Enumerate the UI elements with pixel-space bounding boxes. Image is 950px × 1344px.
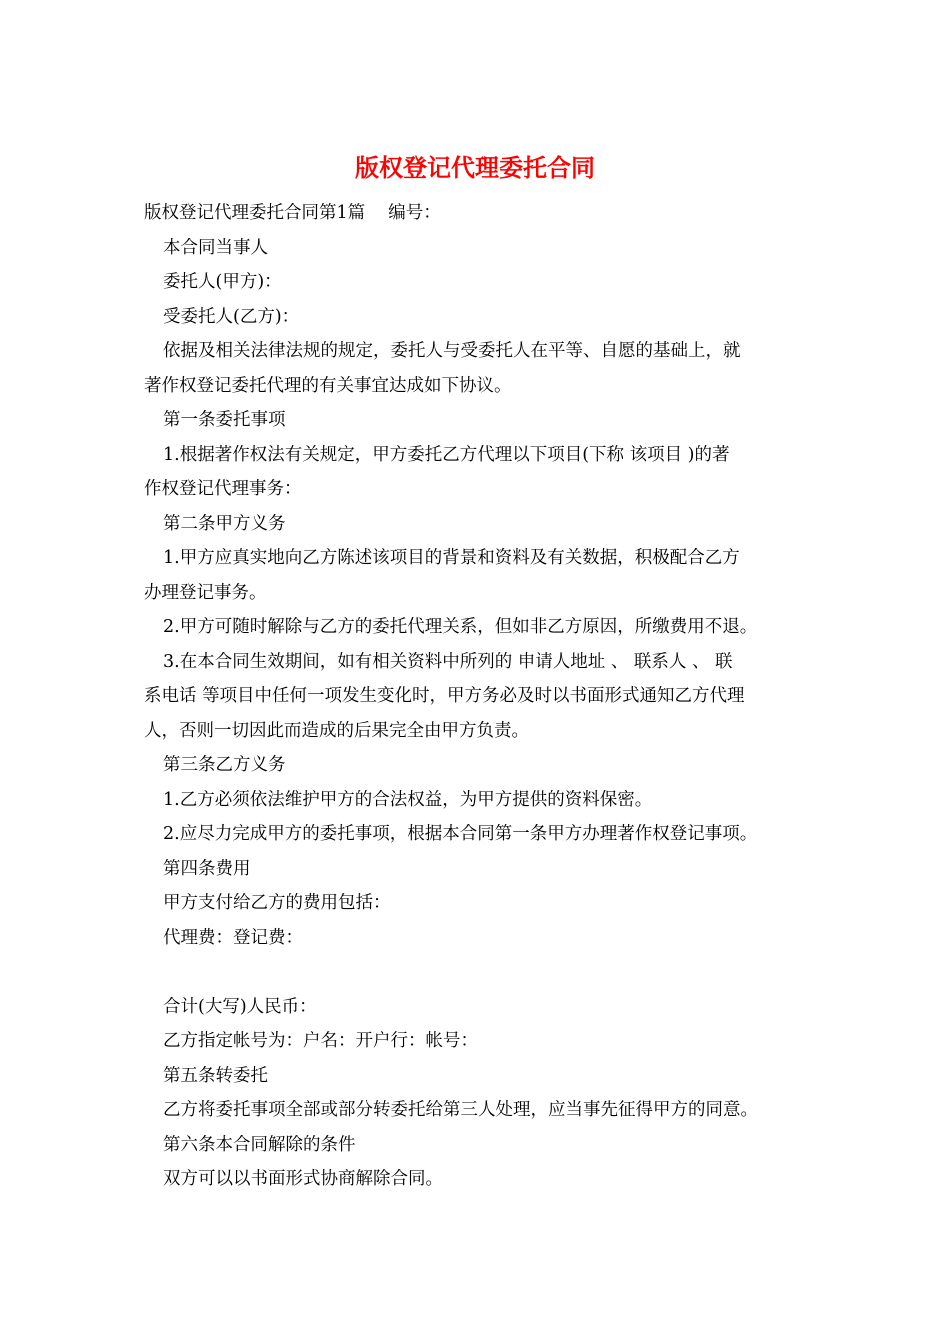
principal-party-label: 委托人(甲方)： <box>163 272 282 292</box>
article-6-heading: 第六条本合同解除的条件 <box>163 1134 356 1155</box>
article-3-clause-1: 1.乙方必须依法维护甲方的合法权益，为甲方提供的资料保密。 <box>163 789 653 810</box>
fees-items: 代理费：登记费： <box>163 927 303 948</box>
bank-account-line: 乙方指定帐号为：户名：开户行：帐号： <box>163 1031 478 1051</box>
article-1-clause-1-cont: 作权登记代理事务： <box>144 479 302 499</box>
article-2-heading: 第二条甲方义务 <box>163 513 286 534</box>
article-2-clause-3-cont: 系电话 等项目中任何一项发生变化时，甲方务必及时以书面形式通知乙方代理 <box>144 686 745 706</box>
article-1-heading: 第一条委托事项 <box>163 410 286 430</box>
article-2-clause-1-cont: 办理登记事务。 <box>144 582 267 603</box>
article-3-heading: 第三条乙方义务 <box>163 755 286 775</box>
header-line-with-number: 版权登记代理委托合同第1篇 编号： <box>144 203 441 223</box>
agent-party-label: 受委托人(乙方)： <box>163 306 300 327</box>
parties-heading: 本合同当事人 <box>163 237 268 258</box>
article-2-clause-3: 3.在本合同生效期间，如有相关资料中所列的 申请人地址 、 联系人 、 联 <box>163 651 733 672</box>
blank-line <box>144 955 814 990</box>
article-2-clause-2: 2.甲方可随时解除与乙方的委托代理关系，但如非乙方原因，所缴费用不退。 <box>163 617 758 637</box>
article-6-clause: 双方可以以书面形式协商解除合同。 <box>163 1169 443 1189</box>
article-3-clause-2: 2.应尽力完成甲方的委托事项，根据本合同第一条甲方办理著作权登记事项。 <box>163 824 758 844</box>
document-title: 版权登记代理委托合同 <box>355 153 595 182</box>
preamble-paragraph: 依据及相关法律法规的规定，委托人与受委托人在平等、自愿的基础上，就 <box>163 341 741 361</box>
article-5-heading: 第五条转委托 <box>163 1065 268 1086</box>
fees-total: 合计(大写)人民币： <box>163 996 317 1017</box>
article-5-clause: 乙方将委托事项全部或部分转委托给第三人处理，应当事先征得甲方的同意。 <box>163 1100 758 1120</box>
article-1-clause-1: 1.根据著作权法有关规定，甲方委托乙方代理以下项目(下称 该项目 )的著 <box>163 444 730 465</box>
fees-intro: 甲方支付给乙方的费用包括： <box>163 893 391 913</box>
contract-body <box>144 196 814 1197</box>
article-2-clause-1: 1.甲方应真实地向乙方陈述该项目的背景和资料及有关数据，积极配合乙方 <box>163 548 740 568</box>
preamble-paragraph-cont: 著作权登记委托代理的有关事宜达成如下协议。 <box>144 375 512 396</box>
article-4-heading: 第四条费用 <box>163 858 251 879</box>
article-2-clause-3-cont-2: 人，否则一切因此而造成的后果完全由甲方负责。 <box>144 720 529 741</box>
